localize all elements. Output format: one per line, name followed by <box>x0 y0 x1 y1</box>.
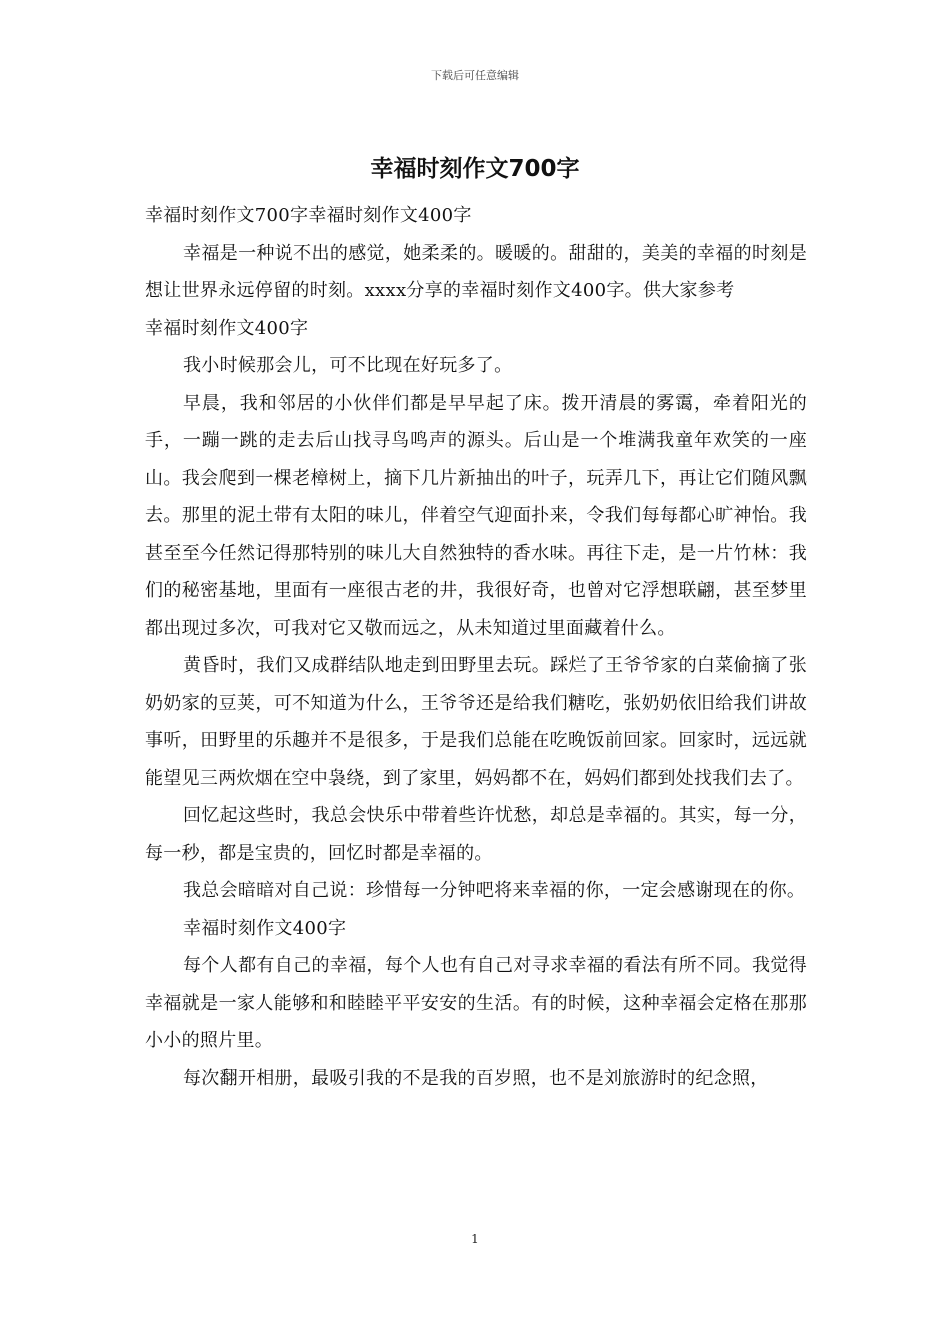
paragraph: 幸福时刻作文400字 <box>183 917 347 939</box>
paragraph: 我总会暗暗对自己说：珍惜每一分钟吧将来幸福的你，一定会感谢现在的你。 <box>183 880 806 901</box>
paragraph: 早晨，我和邻居的小伙伴们都是早早起了床。拨开清晨的雾霭，牵着阳光的手，一蹦一跳的走去后山找寻鸟鸣声的源头。后山是一个堆满我童年欢笑的一座山。我会爬到一棵老樟树上，摘下几片新抽出的叶子，玩弄几下，再让它们随风飘去。那里的泥土带有太阳的味儿，伴着空气迎面扑来，令我们每每都心旷神怡。我甚至至今任然记得那特别的味儿大自然独特的香水味。再往下走，是一片竹林：我们的秘密基地，里面有一座很古老的井，我很好奇，也曾对它浮想联翩，甚至梦里都出现过多次，可我对它又敬而远之，从未知道过里面藏着什么。 <box>145 392 807 639</box>
paragraph: 幸福是一种说不出的感觉，她柔柔的。暖暖的。甜甜的，美美的幸福的时刻是想让世界永远停留的时刻。xxxx分享的幸福时刻作文400字。供大家参考 <box>145 242 807 301</box>
paragraph: 幸福时刻作文700字幸福时刻作文400字 <box>145 205 472 226</box>
paragraph: 每个人都有自己的幸福，每个人也有自己对寻求幸福的看法有所不同。我觉得幸福就是一家人能够和和睦睦平平安安的生活。有的时候，这种幸福会定格在那那小小的照片里。 <box>145 955 807 1051</box>
page-number: 1 <box>471 1232 479 1246</box>
paragraph: 我小时候那会儿，可不比现在好玩多了。 <box>183 355 513 376</box>
document-title: 幸福时刻作文700字 <box>370 156 580 182</box>
paragraph: 幸福时刻作文400字 <box>145 317 309 339</box>
paragraph: 回忆起这些时，我总会快乐中带着些许忧愁，却总是幸福的。其实，每一分，每一秒，都是宝贵的，回忆时都是幸福的。 <box>145 805 807 864</box>
document-body <box>145 197 807 1097</box>
paragraph: 黄昏时，我们又成群结队地走到田野里去玩。踩烂了王爷爷家的白菜偷摘了张奶奶家的豆荚，可不知道为什么，王爷爷还是给我们糖吃，张奶奶依旧给我们讲故事听，田野里的乐趣并不是很多，于是我们总能在吃晚饭前回家。回家时，远远就能望见三两炊烟在空中袅绕，到了家里，妈妈都不在，妈妈们都到处找我们去了。 <box>145 655 807 789</box>
paragraph: 每次翻开相册，最吸引我的不是我的百岁照，也不是刘旅游时的纪念照， <box>183 1067 769 1089</box>
page-header: 下载后可任意编辑 <box>431 69 519 82</box>
